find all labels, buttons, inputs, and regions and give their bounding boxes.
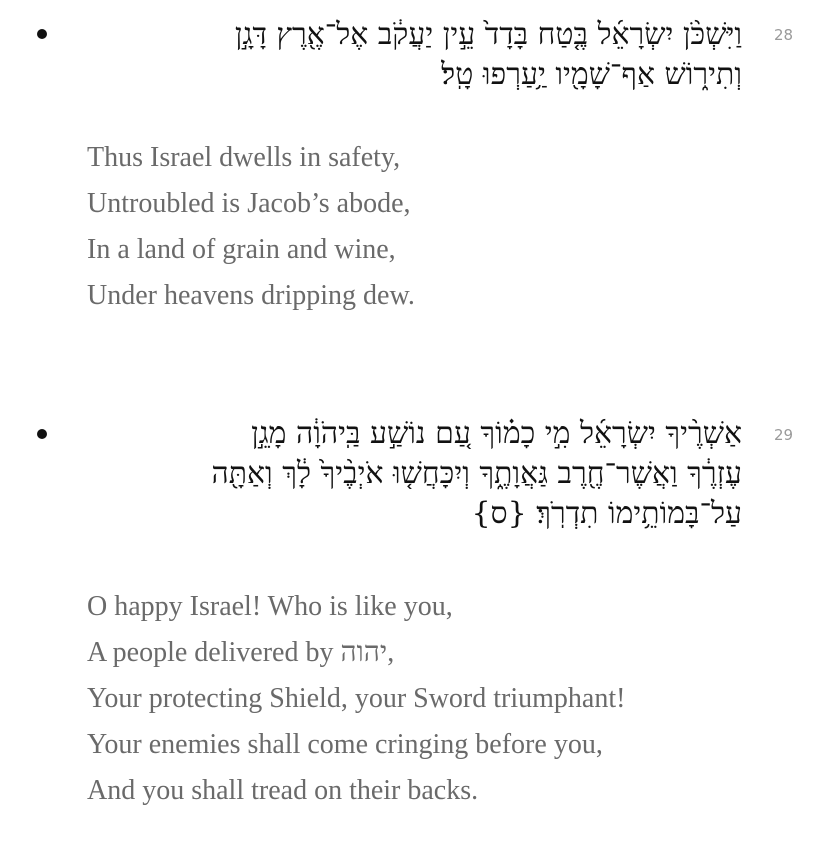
translation-line: O happy Israel! Who is like you, — [87, 591, 453, 622]
english-translation — [87, 584, 625, 814]
hebrew-text — [52, 15, 742, 95]
translation-line: A people delivered by יהוה, — [87, 637, 395, 668]
hebrew-text — [52, 414, 742, 534]
verse-number: 28 — [774, 26, 794, 44]
translation-line: And you shall tread on their backs. — [87, 775, 479, 806]
translation-line: Thus Israel dwells in safety, — [87, 142, 401, 173]
verse-29 — [0, 400, 828, 830]
english-translation — [87, 135, 415, 319]
bullet-icon — [37, 29, 47, 39]
hebrew-line: וַיִּשְׁכֹּ֨ן יִשְׂרָאֵ֜ל בֶּ֤טַח בָּדָד֙ עֵ֣ין יַעֲקֹ֔ב אֶל־אֶ֖רֶץ דָּגָ֣ן — [234, 17, 742, 52]
bullet-icon — [37, 429, 47, 439]
translation-line: In a land of grain and wine, — [87, 234, 396, 265]
translation-line: Under heavens dripping dew. — [87, 280, 415, 311]
translation-line: Untroubled is Jacob’s abode, — [87, 188, 411, 219]
translation-line: Your protecting Shield, your Sword triumphant! — [87, 683, 626, 714]
verse-number: 29 — [774, 426, 794, 444]
translation-line: Your enemies shall come cringing before you, — [87, 729, 603, 760]
hebrew-line: וְתִיר֑וֹשׁ אַף־שָׁמָ֖יו יַ֥עַרְפוּ טָֽל׃ — [441, 57, 742, 92]
verse-28 — [0, 0, 828, 330]
hebrew-line: עֶזְרֶ֔ךָ וַאֲשֶׁר־חֶ֖רֶב גַּאֲוָתֶ֑ךָ וְיִכָּחֲשׁ֤וּ אֹיְבֶ֨יךָ֙ לָ֔ךְ וְאַתָּ֖ה — [211, 456, 742, 491]
hebrew-line: עַל־בָּמוֹתֵ֥ימוֹ תִדְרֹֽךְ׃ {ס} — [471, 496, 742, 531]
hebrew-line: אַשְׁרֶ֨יךָ יִשְׂרָאֵ֜ל מִ֣י כָמ֗וֹךָ עַ֚ם נוֹשַׁ֣ע בַּֽיהֹוָ֔ה מָגֵ֣ן — [251, 416, 742, 451]
